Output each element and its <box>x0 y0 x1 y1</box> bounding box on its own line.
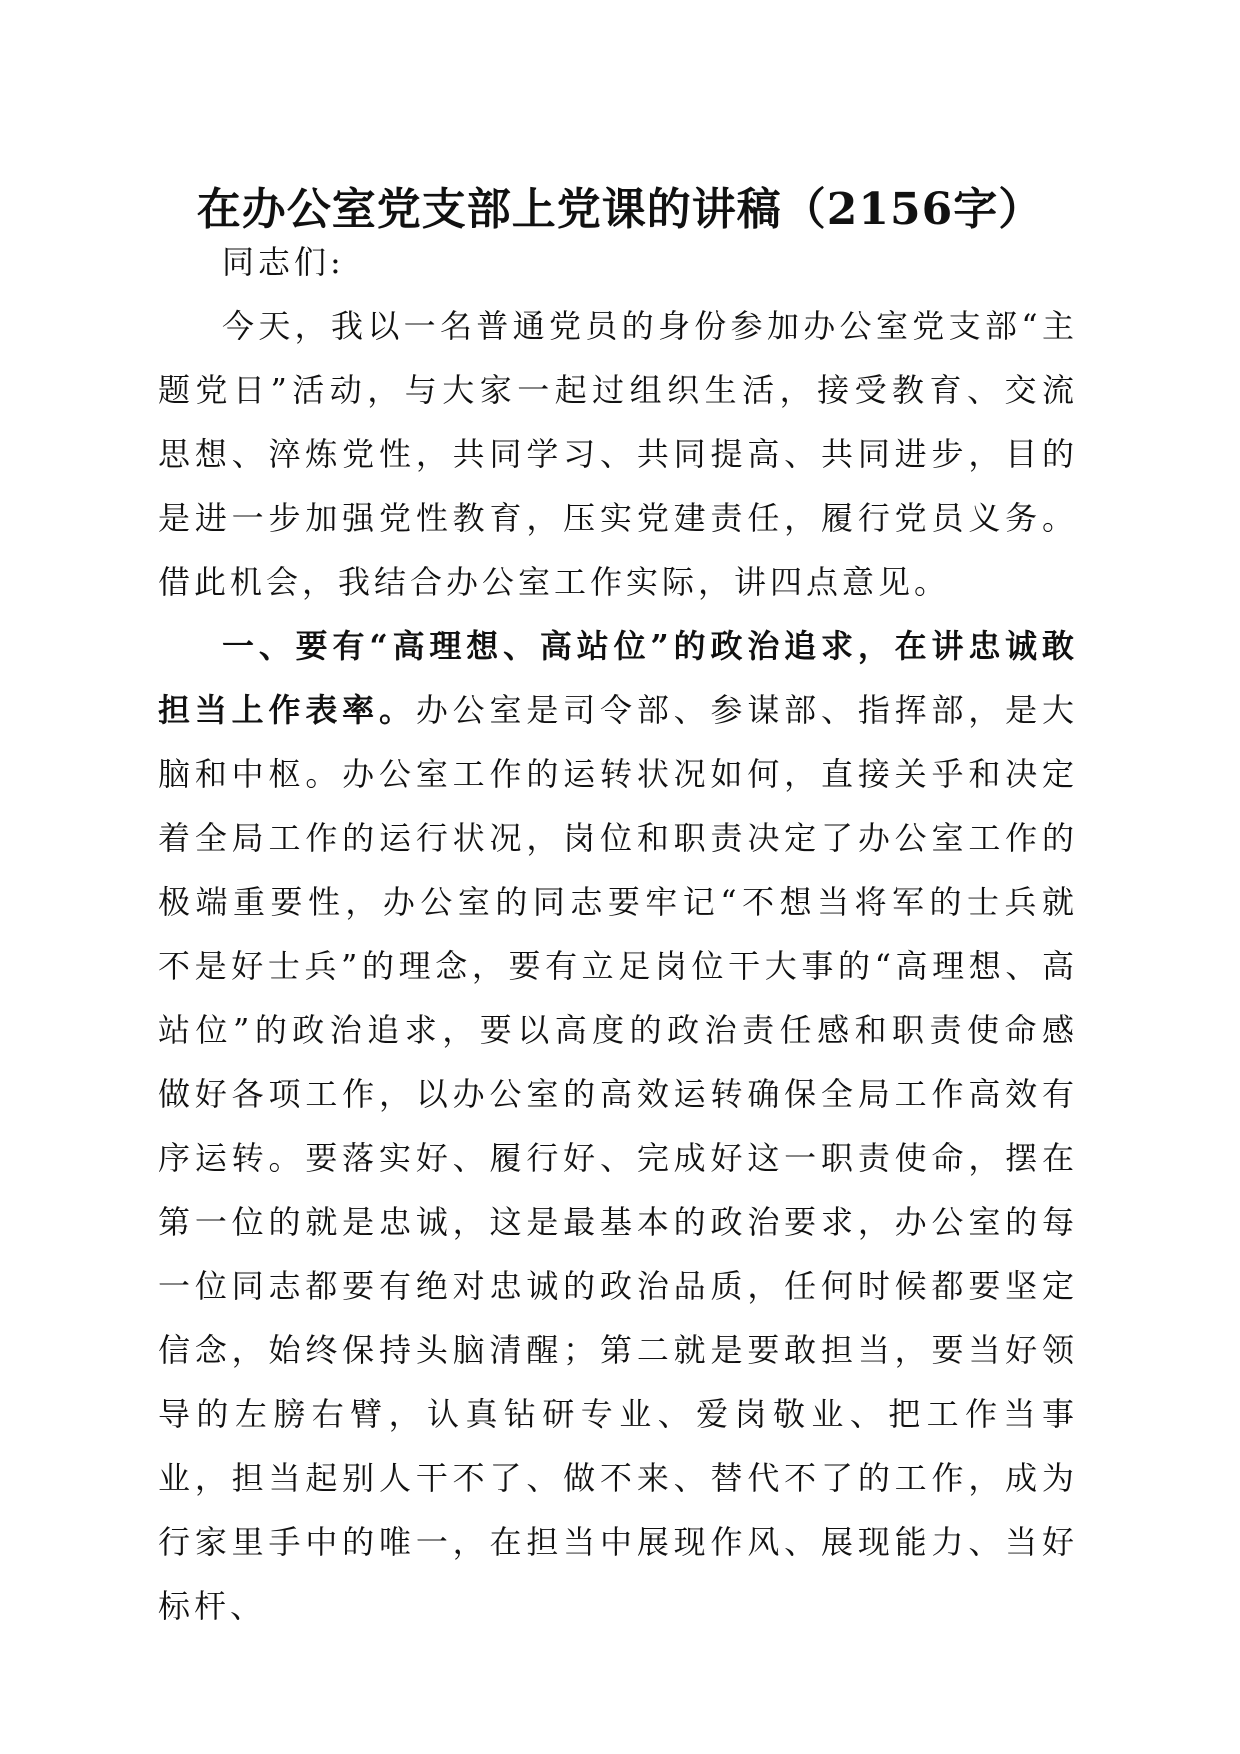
point-one-heading: 一、要有“高理想、高站位”的政治追求，在讲忠诚敢担当上作表率。 <box>158 627 1078 729</box>
document-title: 在办公室党支部上党课的讲稿（2156字） <box>196 184 1044 235</box>
document-body <box>158 230 1078 1638</box>
point-one-text: 办公室是司令部、参谋部、指挥部，是大脑和中枢。办公室工作的运转状况如何，直接关乎和决定着全局工作的运行状况，岗位和职责决定了办公室工作的极端重要性，办公室的同志要牢记“不想当将军的士兵就不是好士兵”的理念，要有立足岗位干大事的“高理想、高站位”的政治追求，要以高度的政治责任感和职责使命感做好各项工作，以办公室的高效运转确保全局工作高效有序运转。要落实好、履行好、完成好这一职责使命，摆在第一位的就是忠诚，这是最基本的政治要求，办公室的每一位同志都要有绝对忠诚的政治品质，任何时候都要坚定信念，始终保持头脑清醒；第二就是要敢担当，要当好领导的左膀右臂，认真钻研专业、爱岗敬业、把工作当事业，担当起别人干不了、做不来、替代不了的工作，成为行家里手中的唯一，在担当中展现作风、展现能力、当好标杆、 <box>158 691 1078 1625</box>
paragraph-intro: 今天，我以一名普通党员的身份参加办公室党支部“主题党日”活动，与大家一起过组织生活，接受教育、交流思想、淬炼党性，共同学习、共同提高、共同进步，目的是进一步加强党性教育，压实党建责任，履行党员义务。借此机会，我结合办公室工作实际，讲四点意见。 <box>158 307 1078 601</box>
salutation: 同志们: <box>222 243 345 281</box>
paragraph-point-one <box>158 614 1078 1638</box>
